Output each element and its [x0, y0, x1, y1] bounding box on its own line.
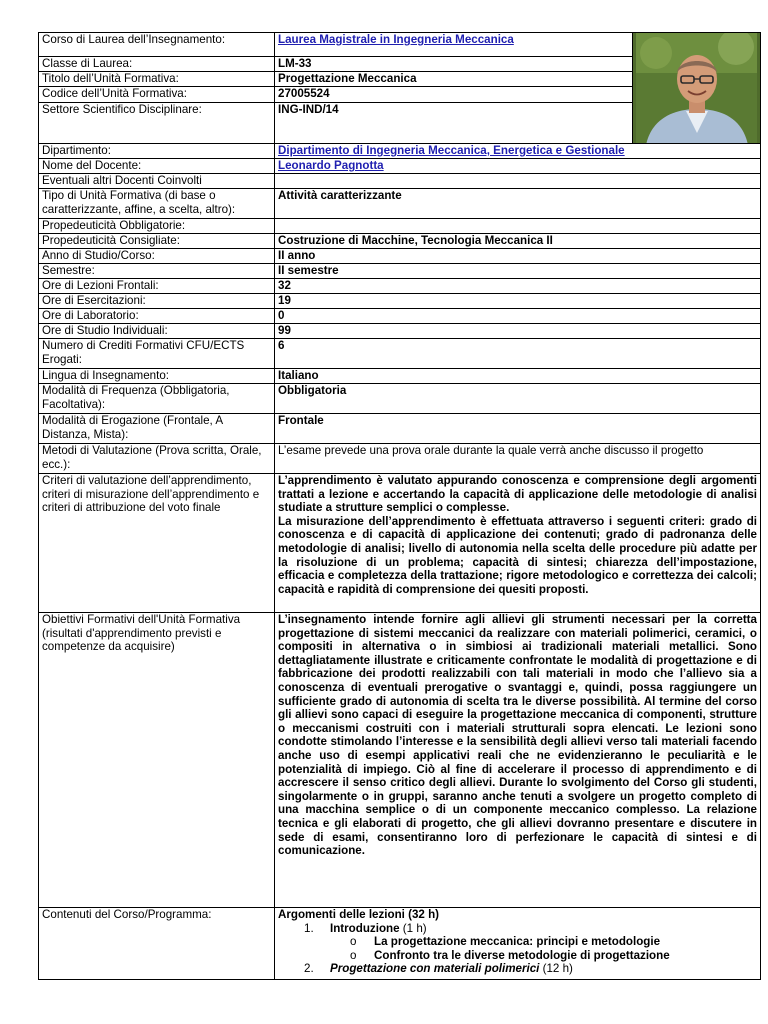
value-criteri — [275, 474, 761, 613]
row-altri — [39, 174, 761, 189]
label-ore-laboratorio: Ore di Laboratorio: — [39, 309, 275, 324]
value-classe: LM-33 — [275, 57, 633, 72]
value-titolo: Progettazione Meccanica — [275, 72, 633, 87]
row-dipartimento — [39, 144, 761, 159]
label-erogazione: Modalità di Erogazione (Frontale, A Distanza, Mista): — [39, 414, 275, 444]
value-altri — [275, 174, 761, 189]
value-metodi: L’esame prevede una prova orale durante la quale verrà anche discusso il progetto — [275, 444, 761, 474]
label-frequenza: Modalità di Frequenza (Obbligatoria, Facoltativa): — [39, 384, 275, 414]
label-anno: Anno di Studio/Corso: — [39, 249, 275, 264]
row-anno — [39, 249, 761, 264]
label-obiettivi: Obiettivi Formativi dell'Unità Formativa (risultati d'apprendimento previsti e competenze da acquisire) — [39, 613, 275, 908]
topic-1-sub-2 — [278, 949, 757, 963]
label-ore-esercitazioni: Ore di Esercitazioni: — [39, 294, 275, 309]
row-ore-studio — [39, 324, 761, 339]
label-criteri: Criteri di valutazione dell’apprendimento, criteri di misurazione dell’apprendimento e criteri di attribuzione del voto finale — [39, 474, 275, 613]
link-dipartimento[interactable]: Dipartimento di Ingegneria Meccanica, Energetica e Gestionale — [278, 144, 625, 157]
topic-1 — [278, 922, 757, 936]
row-lingua — [39, 369, 761, 384]
row-prop-cons — [39, 234, 761, 249]
value-prop-obbl — [275, 219, 761, 234]
topic-2-number: 2. — [304, 962, 314, 976]
bullet-icon: o — [350, 935, 357, 949]
topic-2-title: Progettazione con materiali polimerici — [330, 962, 540, 976]
row-criteri — [39, 474, 761, 613]
label-semestre: Semestre: — [39, 264, 275, 279]
topic-1-title: Introduzione — [330, 921, 400, 935]
value-ore-esercitazioni: 19 — [275, 294, 761, 309]
value-ore-lezioni: 32 — [275, 279, 761, 294]
row-tipo — [39, 189, 761, 219]
label-contenuti: Contenuti del Corso/Programma: — [39, 908, 275, 980]
value-ore-studio: 99 — [275, 324, 761, 339]
criteri-paragraph-1: L’apprendimento è valutato appurando conoscenza e comprensione degli argomenti trattati a lezione e accertando la capacità di applicazione delle metodologie di analisi studiate a strutture semplici o complesse. — [278, 474, 757, 515]
value-codice: 27005524 — [275, 87, 633, 102]
label-classe: Classe di Laurea: — [39, 57, 275, 72]
value-anno: II anno — [275, 249, 761, 264]
label-lingua: Lingua di Insegnamento: — [39, 369, 275, 384]
label-settore: Settore Scientifico Disciplinare: — [39, 102, 275, 143]
topic-1-sub-1-text: La progettazione meccanica: principi e metodologie — [374, 935, 661, 949]
row-prop-obbl — [39, 219, 761, 234]
value-erogazione: Frontale — [275, 414, 761, 444]
bullet-icon: o — [350, 948, 357, 962]
topic-1-number: 1. — [304, 921, 314, 935]
topic-1-sub-1 — [278, 935, 757, 949]
link-docente[interactable]: Leonardo Pagnotta — [278, 159, 384, 172]
row-cfu — [39, 339, 761, 369]
row-erogazione — [39, 414, 761, 444]
row-docente — [39, 159, 761, 174]
value-frequenza: Obbligatoria — [275, 384, 761, 414]
course-sheet-table — [38, 32, 761, 980]
row-metodi — [39, 444, 761, 474]
row-frequenza — [39, 384, 761, 414]
topic-2 — [278, 962, 757, 976]
link-corso[interactable]: Laurea Magistrale in Ingegneria Meccanica — [278, 33, 514, 46]
value-prop-cons: Costruzione di Macchine, Tecnologia Meccanica II — [275, 234, 761, 249]
topic-1-sub-2-text: Confronto tra le diverse metodologie di progettazione — [374, 948, 670, 962]
topic-2-hours: (12 h) — [542, 962, 573, 976]
value-contenuti — [275, 908, 761, 980]
teacher-photo — [633, 33, 761, 144]
label-cfu: Numero di Crediti Formativi CFU/ECTS Erogati: — [39, 339, 275, 369]
label-metodi: Metodi di Valutazione (Prova scritta, Orale, ecc.): — [39, 444, 275, 474]
label-ore-lezioni: Ore di Lezioni Frontali: — [39, 279, 275, 294]
label-tipo: Tipo di Unità Formativa (di base o caratterizzante, affine, a scelta, altro): — [39, 189, 275, 219]
value-tipo: Attività caratterizzante — [275, 189, 761, 219]
row-semestre — [39, 264, 761, 279]
value-obiettivi: L’insegnamento intende fornire agli allievi gli strumenti necessari per la corretta progettazione di sistemi meccanici da realizzare con materiali polimerici, ceramici, o compositi in alternativa o in simbiosi ai tradizionali materiali metallici. Sono dettagliatamente illustrate e criticamente confrontate le modalità di progettazione e di fabbricazione dei prodotti realizzabili con tali materiali in modo che l’allievo sia a conoscenza di eventuali prerogative o svantaggi e, quindi, possa raggiungere un sufficiente grado di autonomia di scelta tra le diverse possibilità. Al termine del corso gli allievi sono capaci di eseguire la progettazione meccanica di componenti, strutture o meccanismi costruiti con i materiali strutturali sopra elencati. Le lezioni sono condotte stimolando l’interesse e la sensibilità degli allievi verso tali materiali facendo anche uso di esempi applicativi reali che ne evidenzieranno le peculiarità e le potenzialità di impiego. Ciò al fine di accelerare il processo di apprendimento e di accrescere il senso critico degli allievi. Durante lo svolgimento del Corso gli studenti, singolarmente o in gruppi, saranno anche tenuti a svolgere un progetto completo di una macchina semplice o di un componente meccanico complesso. La relazione tecnica e gli elaborati di progetto, che gli allievi dovranno presentare e discutere in sede di esami, consentiranno loro di perfezionare le capacità di sintesi e di comunicazione. — [275, 613, 761, 908]
teacher-portrait-image — [636, 33, 757, 143]
row-obiettivi — [39, 613, 761, 908]
label-prop-cons: Propedeuticità Consigliate: — [39, 234, 275, 249]
label-corso: Corso di Laurea dell’Insegnamento: — [39, 33, 275, 57]
value-lingua: Italiano — [275, 369, 761, 384]
row-ore-laboratorio — [39, 309, 761, 324]
label-altri: Eventuali altri Docenti Coinvolti — [39, 174, 275, 189]
label-dipartimento: Dipartimento: — [39, 144, 275, 159]
value-cfu: 6 — [275, 339, 761, 369]
value-semestre: II semestre — [275, 264, 761, 279]
row-corso — [39, 33, 761, 57]
label-docente: Nome del Docente: — [39, 159, 275, 174]
label-titolo: Titolo dell’Unità Formativa: — [39, 72, 275, 87]
row-ore-lezioni — [39, 279, 761, 294]
label-prop-obbl: Propedeuticità Obbligatorie: — [39, 219, 275, 234]
label-codice: Codice dell’Unità Formativa: — [39, 87, 275, 102]
value-ore-laboratorio: 0 — [275, 309, 761, 324]
row-ore-esercitazioni — [39, 294, 761, 309]
value-settore: ING-IND/14 — [275, 102, 633, 143]
topic-1-hours: (1 h) — [402, 921, 427, 935]
label-ore-studio: Ore di Studio Individuali: — [39, 324, 275, 339]
contenuti-heading: Argomenti delle lezioni (32 h) — [278, 908, 440, 921]
criteri-paragraph-2: La misurazione dell’apprendimento è effettuata attraverso i seguenti criteri: grado di conoscenza e di capacità di applicazione dei contenuti; grado di padronanza delle metodologie di analisi; livello di autonomia nella scelta delle procedure più adatte per la risoluzione di un problema; capacità di sintesi; chiarezza dell’impostazione, efficacia e completezza della trattazione; rigore metodologico e correttezza dei calcoli; capacità e rapidità di comprensione dei quesiti proposti. — [278, 514, 757, 596]
row-contenuti — [39, 908, 761, 980]
